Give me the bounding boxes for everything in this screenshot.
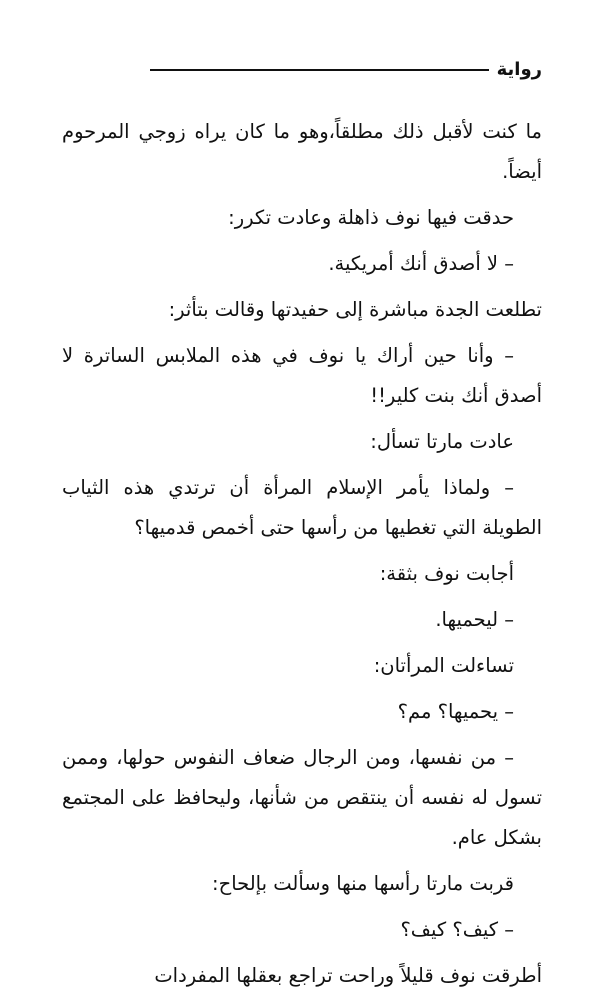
running-head-rule: [150, 69, 489, 71]
paragraph: أجابت نوف بثقة:: [379, 562, 514, 585]
paragraph: – يحميها؟ مم؟: [397, 700, 514, 723]
paragraph: – ولماذا يأمر الإسلام المرأة أن ترتدي هذه الثياب الطويلة التي تغطيها من رأسها حتى أخمص قدميها؟: [62, 476, 542, 539]
paragraph: ما كنت لأقبل ذلك مطلقاً،وهو ما كان يراه زوجي المرحوم أيضاً.: [62, 120, 542, 183]
paragraph: – من نفسها، ومن الرجال ضعاف النفوس حولها، وممن تسول له نفسه أن ينتقص من شأنها، وليحافظ على المجتمع بشكل عام.: [62, 746, 542, 849]
paragraph: قربت مارتا رأسها منها وسألت بإلحاح:: [212, 872, 514, 895]
paragraph: أطرقت نوف قليلاً وراحت تراجع بعقلها المفردات: [154, 964, 542, 987]
paragraph: عادت مارتا تسأل:: [370, 430, 514, 453]
running-head: [150, 54, 542, 84]
paragraph: تطلعت الجدة مباشرة إلى حفيدتها وقالت بتأثر:: [168, 298, 542, 321]
running-head-title: رواية: [496, 58, 542, 80]
paragraph: تساءلت المرأتان:: [373, 654, 514, 677]
page-body: [62, 112, 542, 1002]
paragraph: – وأنا حين أراك يا نوف في هذه الملابس الساترة لا أصدق أنك بنت كلير!!: [62, 344, 542, 407]
paragraph: – كيف؟ كيف؟: [400, 918, 514, 941]
paragraph: حدقت فيها نوف ذاهلة وعادت تكرر:: [228, 206, 514, 229]
paragraph: – ليحميها.: [435, 608, 514, 631]
paragraph: – لا أصدق أنك أمريكية.: [328, 252, 514, 275]
